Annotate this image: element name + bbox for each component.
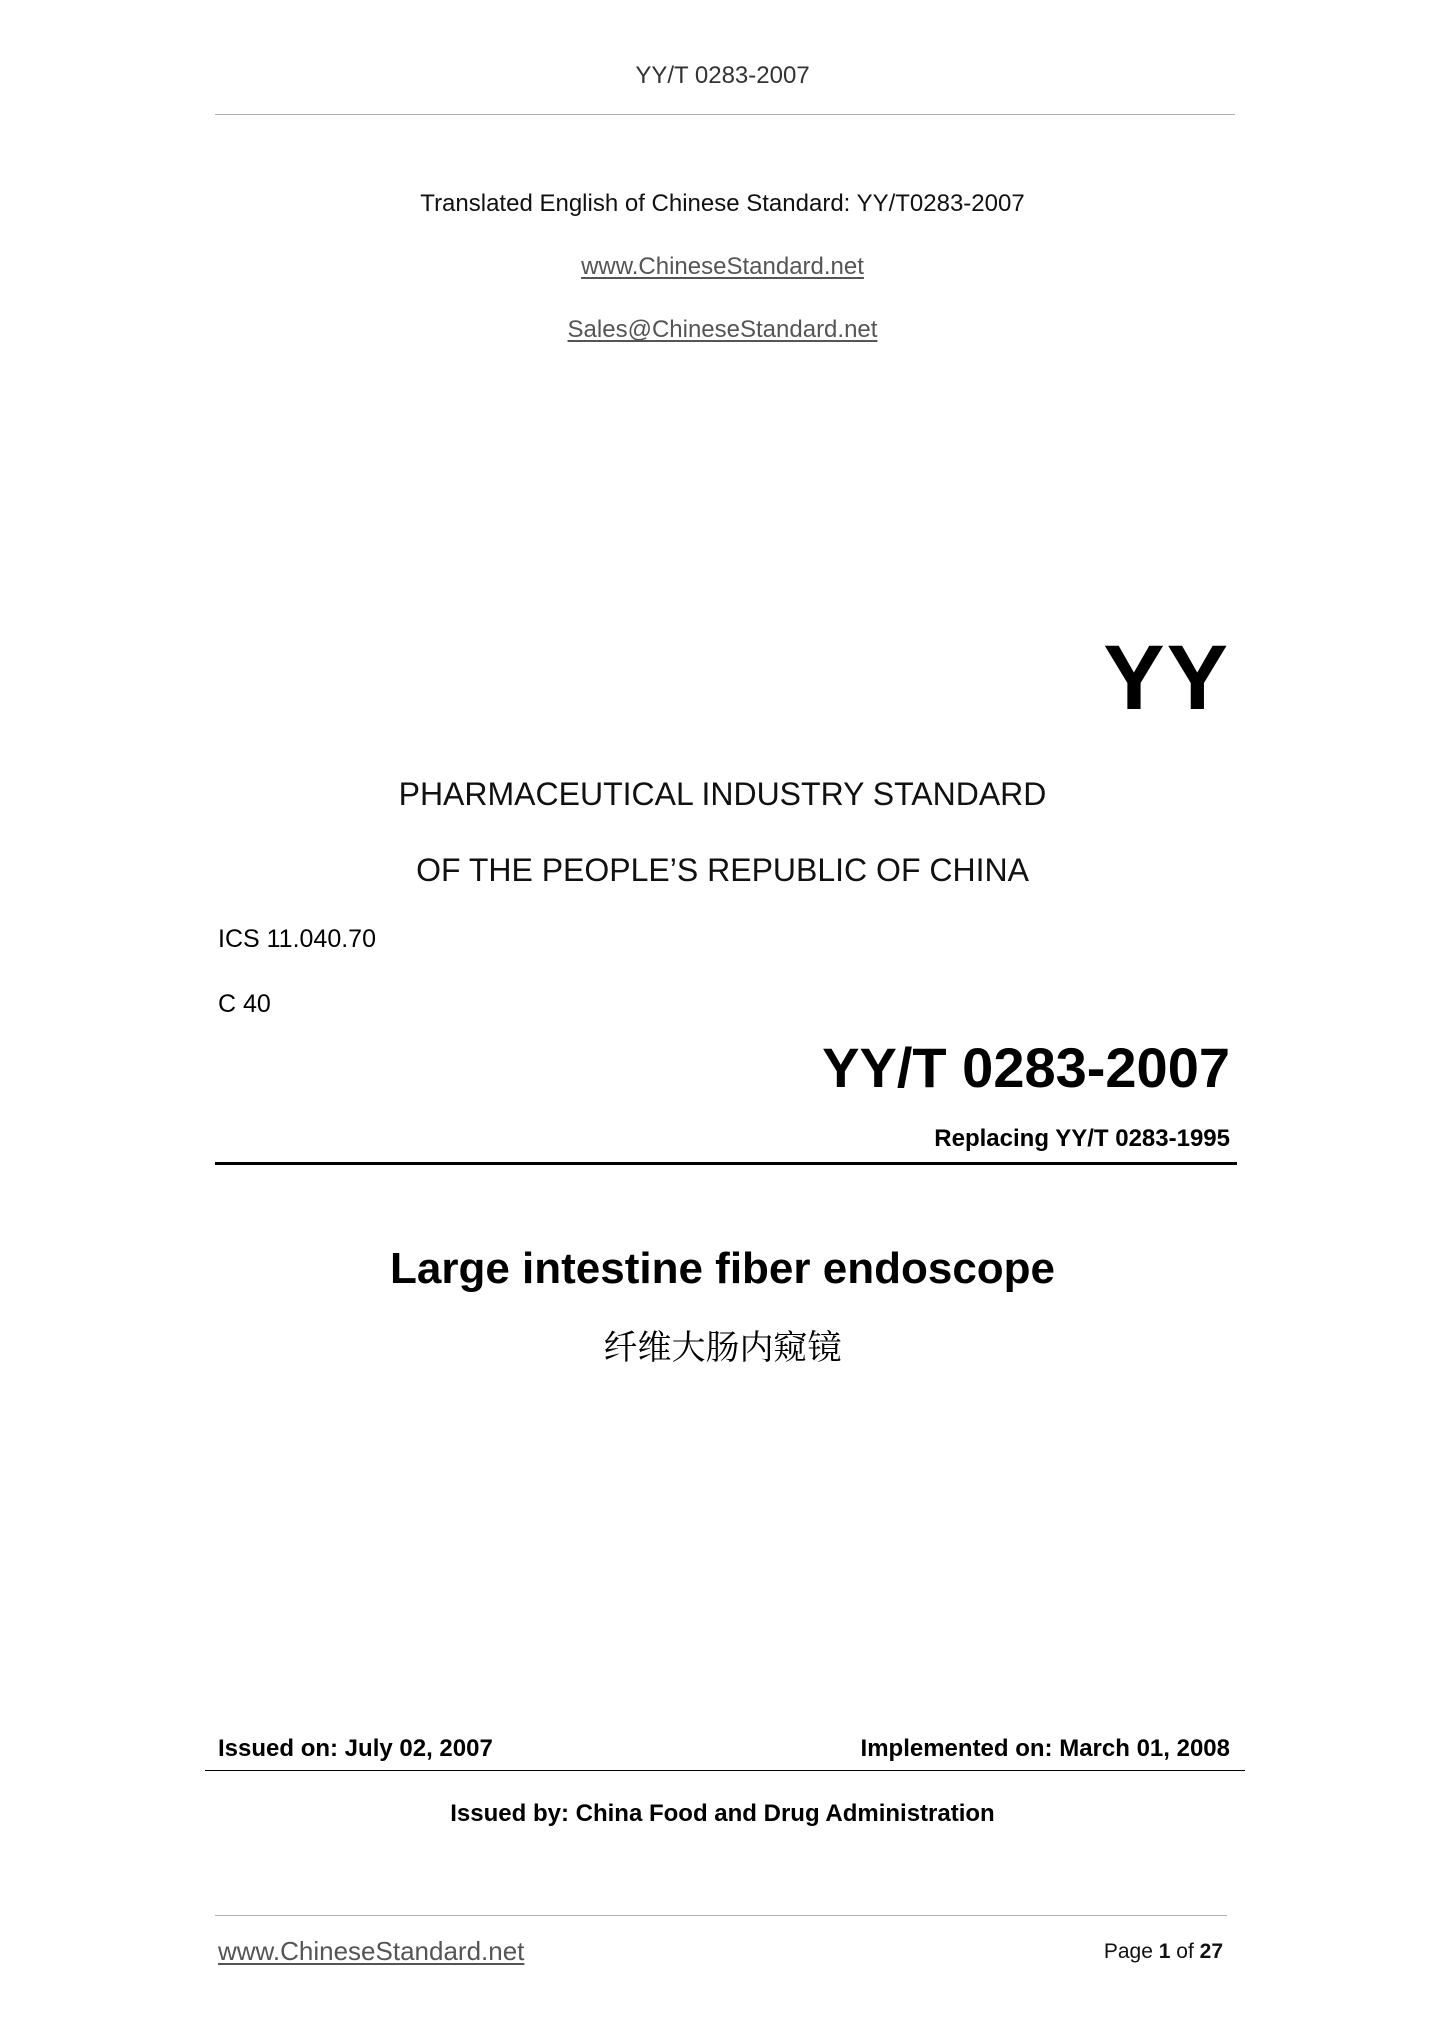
sales-email-link[interactable]: Sales@ChineseStandard.net <box>567 316 878 343</box>
website-link[interactable]: www.ChineseStandard.net <box>581 253 864 280</box>
implemented-on-date: Implemented on: March 01, 2008 <box>860 1735 1230 1762</box>
page-current: 1 <box>1158 1940 1171 1963</box>
standard-number: YY/T 0283-2007 <box>822 1036 1230 1099</box>
document-title-chinese: 纤维大肠内窥镜 <box>603 1328 842 1368</box>
footer-website-link[interactable]: www.ChineseStandard.net <box>218 1936 525 1966</box>
footer-divider <box>215 1915 1227 1916</box>
translated-standard-label: Translated English of Chinese Standard: YY/T0283-2007 <box>420 190 1025 217</box>
issuing-authority: Issued by: China Food and Drug Administration <box>450 1800 995 1827</box>
website-link-row <box>0 253 1445 281</box>
ics-code: ICS 11.040.70 <box>218 925 376 953</box>
standard-category-mark: YY <box>1103 627 1230 729</box>
running-header: YY/T 0283-2007 <box>635 62 810 89</box>
document-title-english: Large intestine fiber endoscope <box>389 1244 1056 1293</box>
issued-on-date: Issued on: July 02, 2007 <box>218 1735 493 1762</box>
dates-divider <box>205 1770 1245 1771</box>
header-divider <box>215 114 1235 115</box>
standard-title-line-1: PHARMACEUTICAL INDUSTRY STANDARD <box>398 776 1047 812</box>
classification-code: C 40 <box>218 990 271 1018</box>
page-of-label: of <box>1176 1940 1194 1963</box>
page-label: Page <box>1103 1940 1153 1963</box>
replacing-note: Replacing YY/T 0283-1995 <box>934 1125 1230 1152</box>
page-indicator <box>1104 1940 1223 1964</box>
standard-title-line-2: OF THE PEOPLE’S REPUBLIC OF CHINA <box>416 852 1029 888</box>
sales-email-row <box>0 316 1445 344</box>
title-divider <box>215 1162 1237 1165</box>
page-total: 27 <box>1199 1940 1223 1963</box>
